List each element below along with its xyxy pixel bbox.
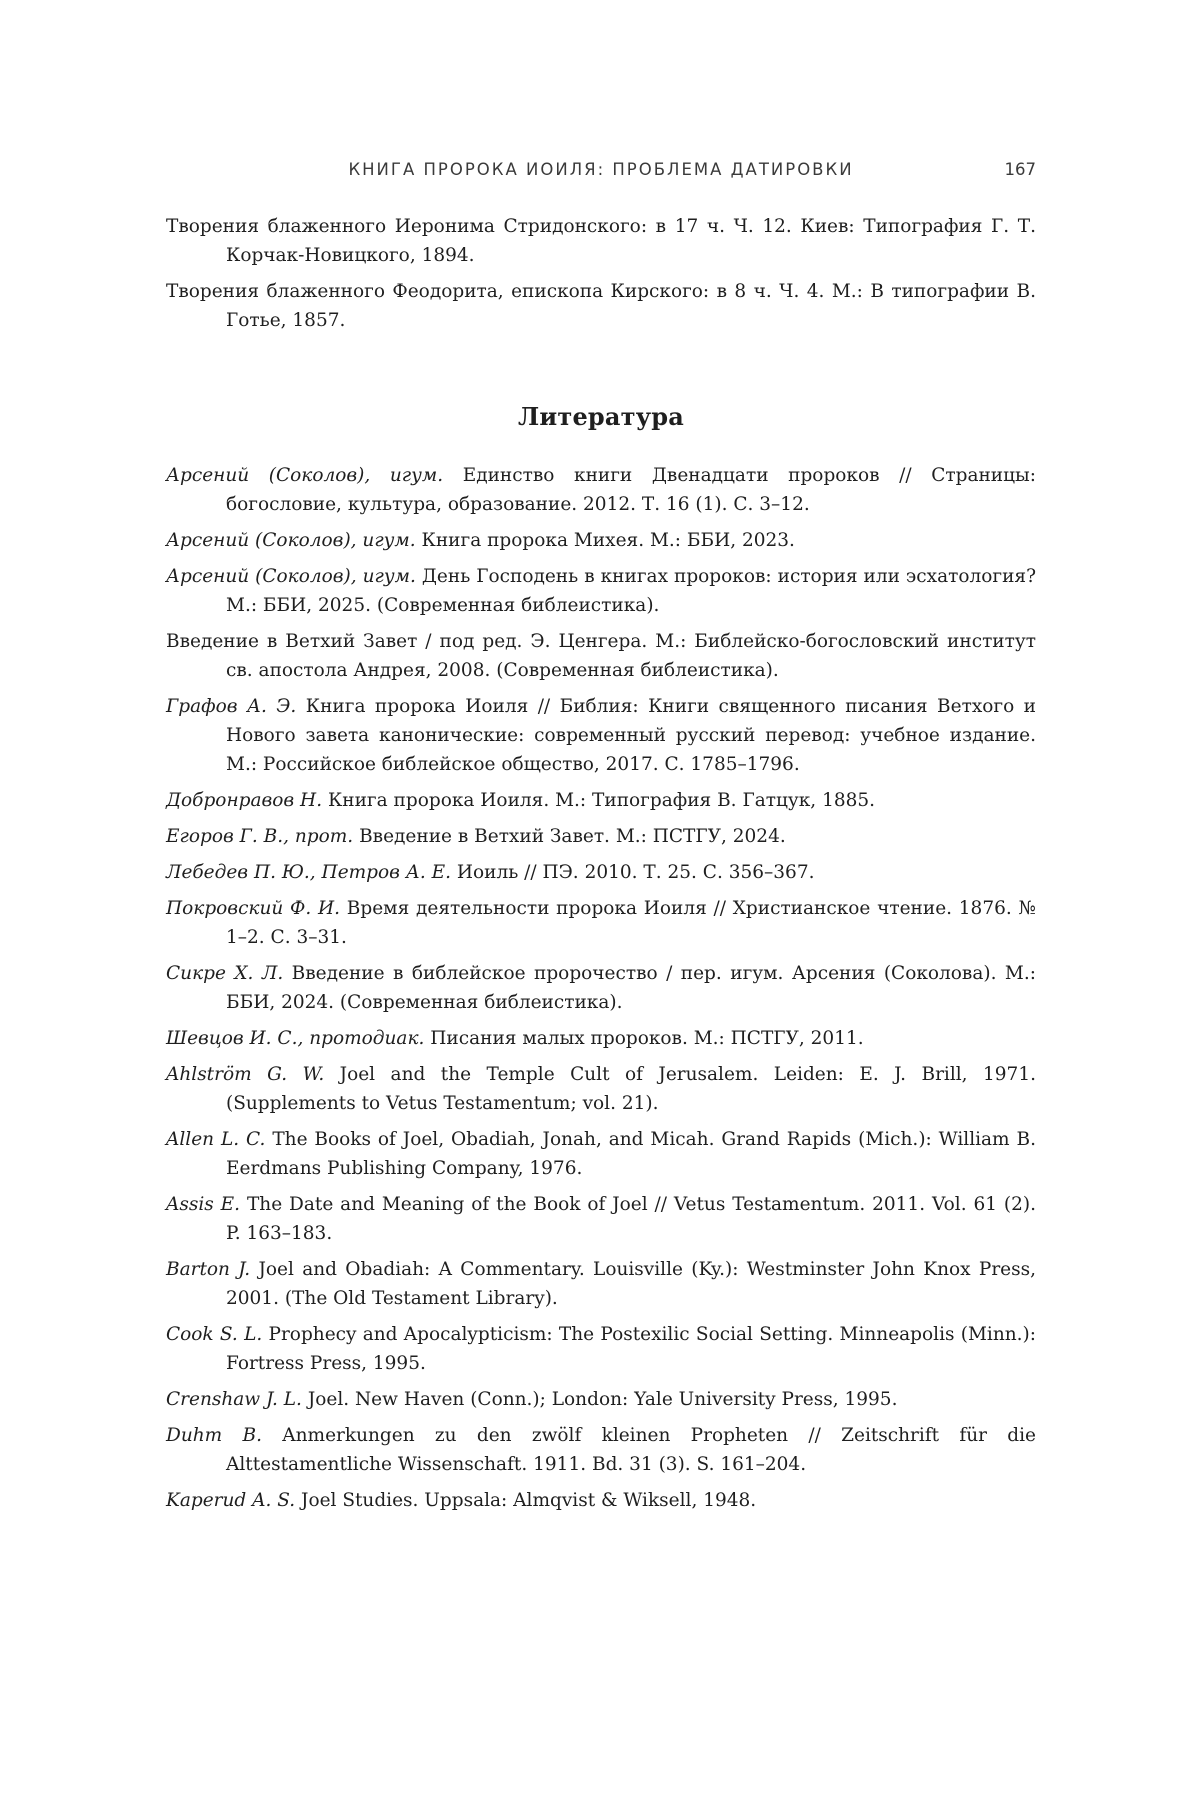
sources-list — [166, 212, 1036, 335]
entry-author: Barton J. — [166, 1259, 251, 1280]
entry-author: Crenshaw J. L. — [166, 1389, 302, 1410]
literature-entry — [166, 1421, 1036, 1479]
entry-author: Kaperud A. S. — [166, 1490, 296, 1511]
literature-entry — [166, 1255, 1036, 1313]
entry-author: Арсений (Соколов), игум. — [166, 465, 444, 486]
entry-text: Творения блаженного Феодорита, епископа Кирского: в 8 ч. Ч. 4. М.: В типографии В. Готье, 1857. — [166, 281, 1036, 331]
entry-author: Ahlström G. W. — [166, 1064, 325, 1085]
literature-list — [166, 461, 1036, 1515]
literature-entry — [166, 461, 1036, 519]
literature-entry — [166, 1190, 1036, 1248]
source-entry — [166, 212, 1036, 270]
entry-text: Anmerkungen zu den zwölf kleinen Propheten // Zeitschrift für die Alttestamentliche Wissenschaft. 1911. Bd. 31 (3). S. 161–204. — [226, 1425, 1036, 1475]
entry-text: Введение в Ветхий Завет. М.: ПСТГУ, 2024. — [353, 826, 786, 847]
entry-text: Единство книги Двенадцати пророков // Страницы: богословие, культура, образование. 2012. Т. 16 (1). С. 3–12. — [226, 465, 1036, 515]
literature-entry — [166, 562, 1036, 620]
entry-author: Арсений (Соколов), игум. — [166, 530, 416, 551]
entry-author: Арсений (Соколов), игум. — [166, 566, 416, 587]
running-head — [166, 150, 1036, 190]
book-page — [166, 150, 1036, 1750]
literature-heading: Литература — [517, 402, 685, 431]
entry-text: Joel and the Temple Cult of Jerusalem. Leiden: E. J. Brill, 1971. (Supplements to Vetus Testamentum; vol. 21). — [226, 1064, 1036, 1114]
entry-text: The Date and Meaning of the Book of Joel // Vetus Testamentum. 2011. Vol. 61 (2). P. 163–183. — [226, 1194, 1036, 1244]
literature-entry — [166, 627, 1036, 685]
entry-author: Duhm B. — [166, 1425, 262, 1446]
literature-entry — [166, 1060, 1036, 1118]
entry-text: Введение в библейское пророчество / пер. игум. Арсения (Соколова). М.: ББИ, 2024. (Современная библеистика). — [226, 963, 1036, 1013]
literature-entry — [166, 894, 1036, 952]
entry-text: Joel Studies. Uppsala: Almqvist & Wiksell, 1948. — [295, 1490, 757, 1511]
entry-author: Сикре Х. Л. — [166, 963, 284, 984]
literature-entry — [166, 1125, 1036, 1183]
entry-text: Joel and Obadiah: A Commentary. Louisville (Ky.): Westminster John Knox Press, 2001. (The Old Testament Library). — [226, 1259, 1036, 1309]
literature-entry — [166, 1320, 1036, 1378]
entry-author: Cook S. L. — [166, 1324, 263, 1345]
entry-author: Лебедев П. Ю., Петров А. Е. — [166, 862, 451, 883]
entry-author: Покровский Ф. И. — [166, 898, 341, 919]
page-number: 167 — [1004, 160, 1036, 179]
entry-text: Prophecy and Apocalypticism: The Postexilic Social Setting. Minneapolis (Minn.): Fortress Press, 1995. — [226, 1324, 1036, 1374]
entry-author: Добронравов Н. — [166, 790, 323, 811]
running-title: КНИГА ПРОРОКА ИОИЛЯ: ПРОБЛЕМА ДАТИРОВКИ — [348, 160, 854, 179]
literature-entry — [166, 959, 1036, 1017]
entry-text: Книга пророка Иоиля. М.: Типография В. Гатцук, 1885. — [322, 790, 876, 811]
literature-entry — [166, 1385, 1036, 1414]
entry-text: The Books of Joel, Obadiah, Jonah, and Micah. Grand Rapids (Mich.): William B. Eerdmans Publishing Company, 1976. — [226, 1129, 1036, 1179]
literature-entry — [166, 1024, 1036, 1053]
entry-text: Творения блаженного Иеронима Стридонского: в 17 ч. Ч. 12. Киев: Типография Г. Т. Корчак-Новицкого, 1894. — [166, 216, 1036, 266]
entry-author: Allen L. C. — [166, 1129, 266, 1150]
entry-author: Егоров Г. В., прот. — [166, 826, 354, 847]
literature-entry — [166, 526, 1036, 555]
entry-author: Assis E. — [166, 1194, 241, 1215]
literature-entry — [166, 1486, 1036, 1515]
source-entry — [166, 277, 1036, 335]
entry-text: Время деятельности пророка Иоиля // Христианское чтение. 1876. № 1–2. С. 3–31. — [226, 898, 1036, 948]
entry-text: Книга пророка Михея. М.: ББИ, 2023. — [415, 530, 795, 551]
literature-entry — [166, 822, 1036, 851]
entry-text: Введение в Ветхий Завет / под ред. Э. Ценгера. М.: Библейско-богословский институт св. апостола Андрея, 2008. (Современная библеистика). — [166, 631, 1036, 681]
literature-entry — [166, 858, 1036, 887]
entry-author: Графов А. Э. — [166, 696, 297, 717]
entry-text: Книга пророка Иоиля // Библия: Книги священного писания Ветхого и Нового завета канонические: современный русский перевод: учебное издание. М.: Российское библейское общество, 2017. С. 1785–1796. — [226, 696, 1036, 775]
entry-text: Писания малых пророков. М.: ПСТГУ, 2011. — [424, 1028, 864, 1049]
literature-entry — [166, 692, 1036, 779]
literature-entry — [166, 786, 1036, 815]
entry-text: Joel. New Haven (Conn.); London: Yale University Press, 1995. — [301, 1389, 898, 1410]
entry-text: День Господень в книгах пророков: история или эсхатология? М.: ББИ, 2025. (Современная библеистика). — [226, 566, 1036, 616]
entry-author: Шевцов И. С., протодиак. — [166, 1028, 425, 1049]
entry-text: Иоиль // ПЭ. 2010. Т. 25. С. 356–367. — [450, 862, 815, 883]
